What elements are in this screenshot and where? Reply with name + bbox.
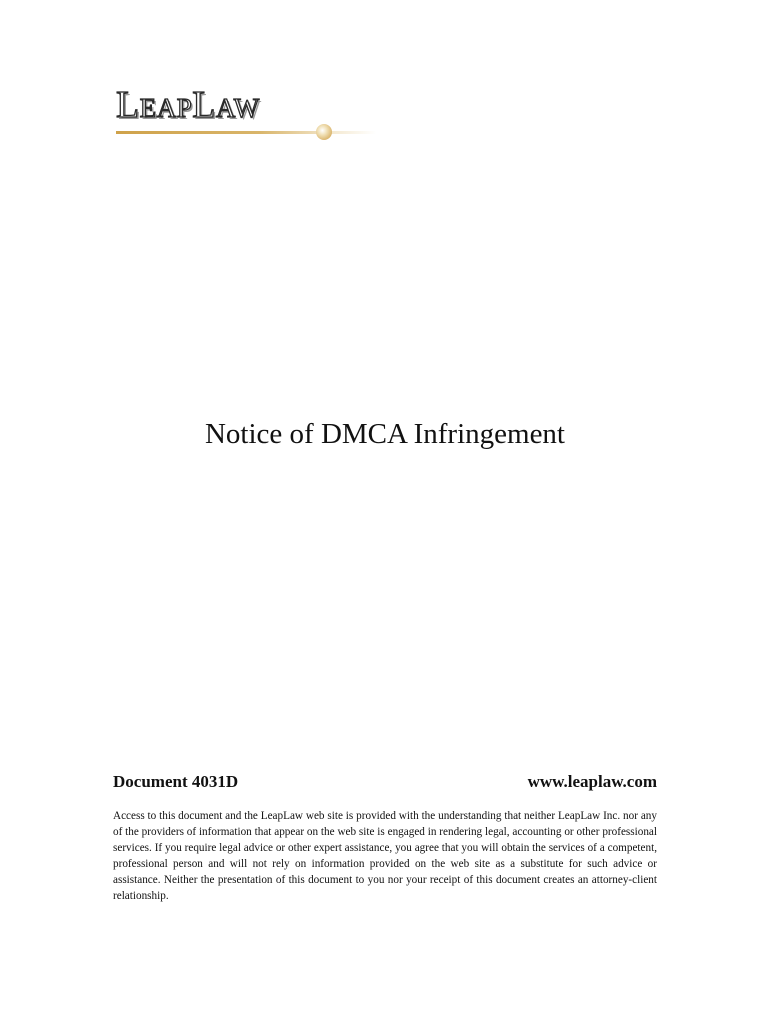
document-number: Document 4031D: [113, 772, 239, 791]
leaplaw-logo: [116, 86, 376, 146]
logo-wordmark: LeapLaw: [116, 84, 260, 126]
document-title: Notice of DMCA Infringement: [204, 418, 565, 450]
website-link[interactable]: www.leaplaw.com: [527, 772, 657, 791]
logo-glow-dot: [316, 124, 332, 140]
disclaimer-text: Access to this document and the LeapLaw web site is provided with the understanding that neither LeapLaw Inc. nor any of the providers of information that appear on the web site is engaged in rendering legal, accounting or other professional services. If you require legal advice or other expert assistance, you agree that you will obtain the services of a competent, professional person and will not rely on information provided on the web site as a substitute for such advice or assistance. Neither the presentation of this document to you nor your receipt of this document creates an attorney-client relationship.: [113, 810, 657, 902]
logo-underline: [116, 131, 376, 134]
document-info-row: [113, 772, 657, 796]
